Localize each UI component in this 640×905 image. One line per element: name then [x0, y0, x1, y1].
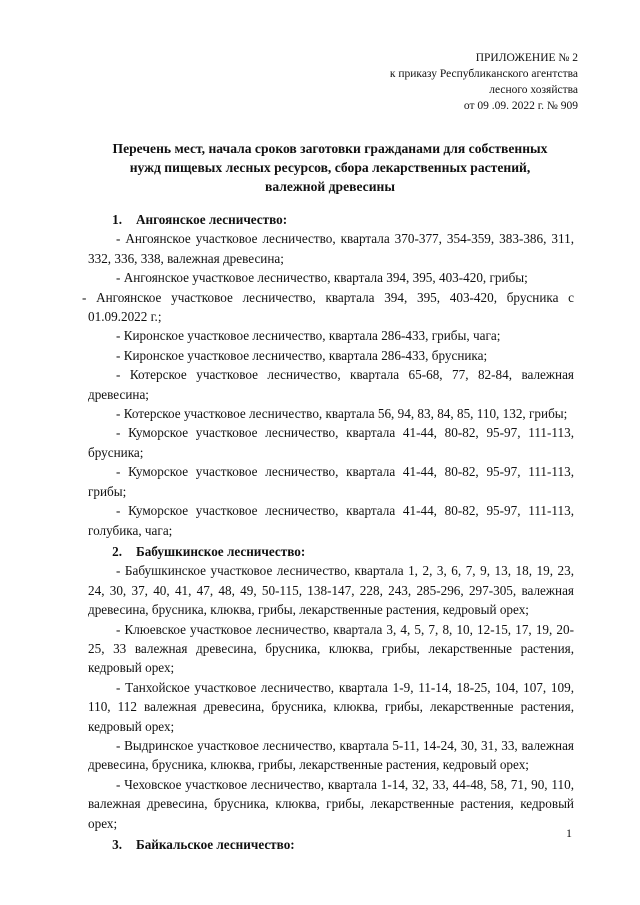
- section-heading: [88, 542, 574, 561]
- section-heading: [88, 835, 574, 854]
- list-item: - Ангоянское участковое лесничество, квартала 370-377, 354-359, 383-386, 311, 332, 336, 338, валежная древесина;: [88, 231, 574, 266]
- section-number: 2.: [112, 543, 122, 559]
- appendix-title: ПРИЛОЖЕНИЕ № 2: [475, 52, 578, 64]
- list-item: - Киронское участковое лесничество, квартала 286-433, брусника;: [116, 347, 488, 363]
- list-item: - Котерское участковое лесничество, квартала 65-68, 77, 82-84, валежная древесина;: [88, 367, 574, 402]
- appendix-header: [390, 50, 578, 114]
- section-number: 3.: [112, 837, 122, 852]
- list-item: - Выдринское участковое лесничество, квартала 5-11, 14-24, 30, 31, 33, валежная древесина, брусника, клюква, грибы, лекарственные растения, кедровый орех;: [88, 737, 574, 773]
- appendix-date-line: от 09 .09. 2022 г. № 909: [463, 100, 578, 112]
- list-item: - Котерское участковое лесничество, квартала 56, 94, 83, 84, 85, 110, 132, грибы;: [116, 406, 568, 422]
- section-heading: [88, 210, 574, 229]
- section-number: 1.: [112, 212, 122, 227]
- title-line: нужд пищевых лесных ресурсов, сбора лекарственных растений,: [129, 160, 531, 175]
- list-item: - Танхойское участковое лесничество, квартала 1-9, 11-14, 18-25, 104, 107, 109, 110, 112 валежная древесина, брусника, клюква, грибы, лекарственные растения, кедровый орех;: [88, 679, 574, 734]
- section-name: Байкальское лесничество:: [136, 837, 295, 852]
- title-line: Перечень мест, начала сроков заготовки гражданами для собственных: [112, 141, 548, 156]
- list-item: - Куморское участковое лесничество, квартала 41-44, 80-82, 95-97, 111-113, голубика, чага;: [88, 503, 574, 538]
- list-item: - Киронское участковое лесничество, квартала 286-433, грибы, чага;: [116, 328, 501, 344]
- page-number: 1: [566, 826, 572, 840]
- list-item: - Ангоянское участковое лесничество, квартала 394, 395, 403-420, грибы;: [116, 270, 528, 286]
- list-item: - Клюевское участковое лесничество, квартала 3, 4, 5, 7, 8, 10, 12-15, 17, 19, 20-25, 33 валежная древесина, брусника, клюква, грибы, лекарственные растения, кедровый орех;: [88, 621, 574, 676]
- list-item: - Чеховское участковое лесничество, квартала 1-14, 32, 33, 44-48, 58, 71, 90, 110, валежная древесина, брусника, клюква, грибы, лекарственные растения, кедровый орех;: [88, 776, 574, 831]
- document-body: [82, 208, 574, 854]
- section-name: Ангоянское лесничество:: [136, 212, 288, 227]
- title-line: валежной древесины: [265, 179, 395, 194]
- list-item: - Ангоянское участковое лесничество, квартала 394, 395, 403-420, брусника с 01.09.2022 г.;: [82, 289, 574, 325]
- list-item: - Бабушкинское участковое лесничество, квартала 1, 2, 3, 6, 7, 9, 13, 18, 19, 23, 24, 30, 37, 40, 41, 47, 48, 49, 50-115, 138-147, 228, 243, 285-296, 297-305, валежная древесина, брусника, клюква, грибы, лекарственные растения, кедровый орех;: [88, 563, 574, 618]
- appendix-agency-line: лесного хозяйства: [489, 84, 578, 96]
- section-name: Бабушкинское лесничество:: [136, 543, 306, 559]
- document-title: [60, 139, 600, 196]
- list-item: - Куморское участковое лесничество, квартала 41-44, 80-82, 95-97, 111-113, грибы;: [88, 464, 574, 499]
- appendix-order-line: к приказу Республиканского агентства: [389, 68, 578, 80]
- list-item: - Куморское участковое лесничество, квартала 41-44, 80-82, 95-97, 111-113, брусника;: [88, 425, 574, 460]
